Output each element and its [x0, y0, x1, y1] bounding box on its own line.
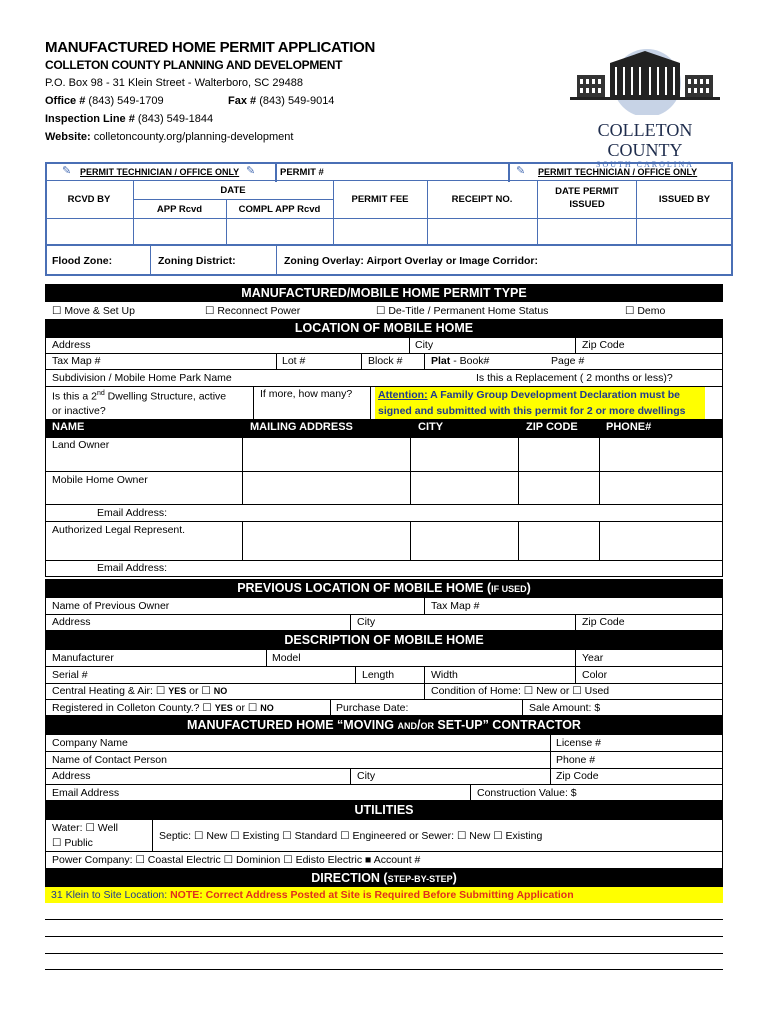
location-heading: LOCATION OF MOBILE HOME [45, 319, 723, 337]
previous-address-field[interactable]: Address [52, 616, 91, 628]
contact-person-field[interactable]: Name of Contact Person [52, 754, 167, 766]
receipt-no-label: RECEIPT NO. [451, 194, 513, 205]
permit-technician-label: PERMIT TECHNICIAN / OFFICE ONLY [80, 167, 240, 177]
checkbox-demo[interactable]: ☐ Demo [625, 305, 666, 317]
courthouse-icon [565, 45, 725, 115]
county-logo [565, 45, 725, 169]
water-public-checkbox[interactable]: ☐ Public [52, 837, 93, 849]
date-permit-issued-label: DATE PERMIT ISSUED [555, 186, 619, 210]
direction-line[interactable] [45, 936, 723, 937]
contractor-city-field[interactable]: City [357, 770, 376, 782]
condition-checkboxes[interactable]: Condition of Home: ☐ New or ☐ Used [431, 685, 610, 697]
app-rcvd-label: APP Rcvd [156, 204, 203, 215]
mailing-address: P.O. Box 98 - 31 Klein Street - Walterboro, SC 29488 [45, 77, 304, 89]
permit-technician-label-2: PERMIT TECHNICIAN / OFFICE ONLY [538, 167, 698, 177]
location-zip-field[interactable]: Zip Code [582, 339, 625, 351]
contractor-address-field[interactable]: Address [52, 770, 91, 782]
plat-book-field[interactable]: Plat - Book# [431, 355, 490, 367]
logo-county-name: COLLETON COUNTY [597, 120, 693, 160]
previous-city-field[interactable]: City [357, 616, 376, 628]
how-many-field[interactable]: If more, how many? [260, 388, 353, 400]
contractor-heading: MANUFACTURED HOME “MOVING AND/OR SET-UP” CONTRACTOR [45, 716, 723, 734]
sale-amount-field[interactable]: Sale Amount: $ [529, 702, 601, 714]
direction-line[interactable] [45, 953, 723, 954]
previous-owner-field[interactable]: Name of Previous Owner [52, 600, 170, 612]
water-checkboxes[interactable]: Water: ☐ Well [52, 822, 119, 834]
serial-field[interactable]: Serial # [52, 669, 88, 681]
website: Website: colletoncounty.org/planning-development [45, 131, 294, 143]
contractor-phone-field[interactable]: Phone # [556, 754, 596, 766]
mobile-home-owner-label: Mobile Home Owner [52, 474, 148, 486]
previous-location-heading: PREVIOUS LOCATION OF MOBILE HOME (IF USED) [45, 579, 723, 597]
central-heating-checkboxes[interactable]: Central Heating & Air: ☐ YES or ☐ NO [52, 685, 228, 697]
pencil-icon: ✎ [62, 165, 72, 177]
contractor-email-field[interactable]: Email Address [52, 787, 120, 799]
compl-app-label: COMPL APP Rcvd [238, 204, 321, 215]
page-title: MANUFACTURED HOME PERMIT APPLICATION [45, 39, 376, 56]
tax-map-field[interactable]: Tax Map # [52, 355, 101, 367]
year-field[interactable]: Year [582, 652, 604, 664]
description-heading: DESCRIPTION OF MOBILE HOME [45, 631, 723, 649]
license-field[interactable]: License # [556, 737, 601, 749]
color-field[interactable]: Color [582, 669, 608, 681]
second-dwelling-question: Is this a 2nd Dwelling Structure, active [52, 390, 227, 403]
zoning-overlay-label: Zoning Overlay: Airport Overlay or Image Corridor: [284, 255, 538, 267]
replacement-question: Is this a Replacement ( 2 months or less)? [476, 372, 673, 384]
permit-fee-label: PERMIT FEE [351, 194, 409, 205]
registered-checkboxes[interactable]: Registered in Colleton County.? ☐ YES or ☐ NO [52, 702, 274, 714]
checkbox-reconnect-power[interactable]: ☐ Reconnect Power [205, 305, 301, 317]
issued-by-label: ISSUED BY [658, 194, 711, 205]
direction-line[interactable] [45, 919, 723, 920]
inspection-line: Inspection Line # (843) 549-1844 [45, 113, 214, 125]
septic-sewer-checkboxes[interactable]: Septic: ☐ New ☐ Existing ☐ Standard ☐ Engineered or Sewer: ☐ New ☐ Existing [159, 830, 543, 842]
owner-email-field[interactable]: Email Address: [97, 507, 168, 519]
permit-type-heading: MANUFACTURED/MOBILE HOME PERMIT TYPE [45, 284, 723, 302]
logo-state: SOUTH CAROLINA [596, 160, 694, 169]
legal-representative-label: Authorized Legal Represent. [52, 524, 186, 536]
contractor-zip-field[interactable]: Zip Code [556, 770, 599, 782]
power-company-checkboxes[interactable]: Power Company: ☐ Coastal Electric ☐ Dominion ☐ Edisto Electric ■ Account # [52, 854, 421, 866]
utilities-heading: UTILITIES [45, 801, 723, 819]
col-phone: PHONE# [606, 421, 652, 433]
department-name: COLLETON COUNTY PLANNING AND DEVELOPMENT [45, 58, 343, 72]
col-mailing-address: MAILING ADDRESS [250, 421, 353, 433]
col-zip-code: ZIP CODE [526, 421, 578, 433]
representative-email-field[interactable]: Email Address: [97, 562, 168, 574]
direction-line[interactable] [45, 969, 723, 970]
pencil-icon: ✎ [246, 165, 256, 177]
model-field[interactable]: Model [272, 652, 301, 664]
block-field[interactable]: Block # [368, 355, 403, 367]
company-name-field[interactable]: Company Name [52, 737, 128, 749]
location-address-field[interactable]: Address [52, 339, 91, 351]
previous-tax-map-field[interactable]: Tax Map # [431, 600, 480, 612]
checkbox-move-setup[interactable]: ☐ Move & Set Up [52, 305, 135, 317]
direction-heading: DIRECTION (STEP-BY-STEP) [45, 869, 723, 887]
location-city-field[interactable]: City [415, 339, 434, 351]
construction-value-field[interactable]: Construction Value: $ [477, 787, 577, 799]
purchase-date-field[interactable]: Purchase Date: [336, 702, 409, 714]
previous-zip-field[interactable]: Zip Code [582, 616, 625, 628]
pencil-icon: ✎ [516, 165, 526, 177]
page-field[interactable]: Page # [551, 355, 585, 367]
subdivision-field[interactable]: Subdivision / Mobile Home Park Name [52, 372, 232, 384]
permit-number-label: PERMIT # [280, 167, 324, 178]
length-field[interactable]: Length [362, 669, 395, 681]
rcvd-by-label: RCVD BY [67, 194, 111, 205]
flood-zone-label: Flood Zone: [52, 255, 113, 267]
lot-field[interactable]: Lot # [282, 355, 306, 367]
direction-start-row[interactable]: 31 Klein to Site Location: NOTE: Correct Address Posted at Site is Required Before Submitting Application [45, 887, 723, 903]
col-city: CITY [418, 421, 444, 433]
date-label: DATE [220, 185, 246, 196]
checkbox-detitle[interactable]: ☐ De-Title / Permanent Home Status [376, 305, 549, 317]
width-field[interactable]: Width [431, 669, 458, 681]
land-owner-label: Land Owner [52, 439, 110, 451]
fax-number: Fax # (843) 549-9014 [228, 95, 335, 107]
manufacturer-field[interactable]: Manufacturer [52, 652, 114, 664]
active-inactive-label: or inactive? [52, 405, 106, 417]
office-phone: Office # (843) 549-1709 [45, 95, 164, 107]
zoning-district-label: Zoning District: [158, 255, 236, 267]
attention-note: Attention: A Family Group Development Declaration must be signed and submitted with this permit for 2 or more dwellings [375, 387, 705, 419]
col-name: NAME [52, 421, 85, 433]
